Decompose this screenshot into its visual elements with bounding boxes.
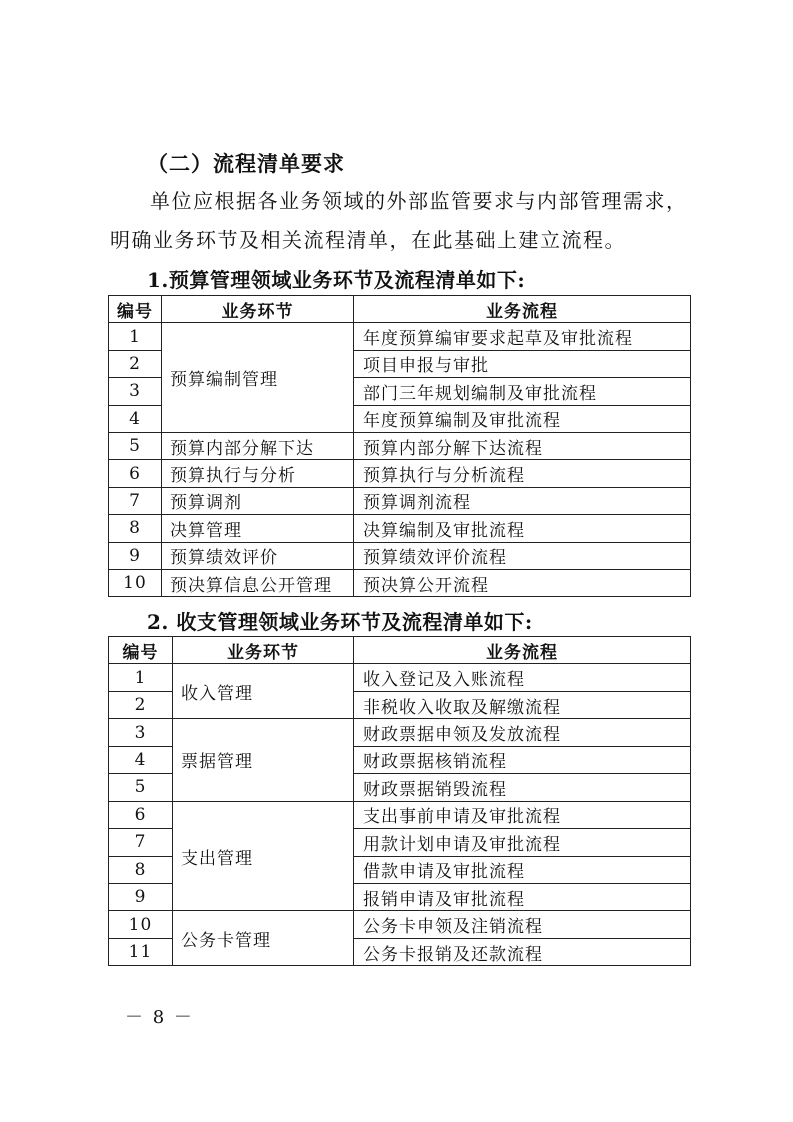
budget-process-table	[108, 295, 691, 597]
header-process: 业务流程	[354, 296, 691, 323]
header-stage: 业务环节	[173, 637, 354, 664]
business-process-cell: 报销申请及审批流程	[354, 883, 691, 910]
table-row	[109, 515, 691, 542]
business-stage-cell: 票据管理	[173, 719, 354, 801]
row-number: 5	[109, 432, 162, 459]
header-no: 编号	[109, 637, 173, 664]
row-number: 4	[109, 405, 162, 432]
business-process-cell: 财政票据核销流程	[354, 746, 691, 773]
business-stage-cell: 预算绩效评价	[162, 542, 354, 569]
table-row	[109, 801, 691, 828]
row-number: 2	[109, 350, 162, 377]
table-row	[109, 460, 691, 487]
intro-paragraph	[110, 182, 690, 260]
row-number: 8	[109, 856, 173, 883]
table-row	[109, 542, 691, 569]
business-process-cell: 预算内部分解下达流程	[354, 432, 691, 459]
row-number: 7	[109, 829, 173, 856]
table-row	[109, 323, 691, 350]
header-process: 业务流程	[354, 637, 691, 664]
table-row	[109, 569, 691, 596]
business-stage-cell: 预算调剂	[162, 487, 354, 514]
business-process-cell: 项目申报与审批	[354, 350, 691, 377]
table-header-row	[109, 637, 691, 664]
table-row	[109, 487, 691, 514]
business-stage-cell: 预算执行与分析	[162, 460, 354, 487]
table-row	[109, 719, 691, 746]
business-stage-cell: 公务卡管理	[173, 911, 354, 966]
business-process-cell: 预算调剂流程	[354, 487, 691, 514]
row-number: 7	[109, 487, 162, 514]
business-process-cell: 收入登记及入账流程	[354, 664, 691, 691]
business-stage-cell: 决算管理	[162, 515, 354, 542]
business-stage-cell: 收入管理	[173, 664, 354, 719]
business-process-cell: 借款申请及审批流程	[354, 856, 691, 883]
row-number: 10	[109, 569, 162, 596]
table1-heading: 1.预算管理领域业务环节及流程清单如下:	[147, 268, 526, 292]
row-number: 6	[109, 801, 173, 828]
row-number: 11	[109, 938, 173, 965]
table2-heading: 2. 收支管理领域业务环节及流程清单如下:	[147, 610, 533, 634]
table-row	[109, 432, 691, 459]
business-process-cell: 支出事前申请及审批流程	[354, 801, 691, 828]
table-row	[109, 664, 691, 691]
page-number: － 8 －	[125, 1007, 194, 1028]
business-process-cell: 年度预算编审要求起草及审批流程	[354, 323, 691, 350]
intro-text: 单位应根据各业务领域的外部监管要求与内部管理需求，明确业务环节及相关流程清单，在此基础上建立流程。	[110, 189, 688, 252]
business-process-cell: 部门三年规划编制及审批流程	[354, 378, 691, 405]
business-process-cell: 决算编制及审批流程	[354, 515, 691, 542]
business-process-cell: 预决算公开流程	[354, 569, 691, 596]
row-number: 3	[109, 719, 173, 746]
business-process-cell: 公务卡报销及还款流程	[354, 938, 691, 965]
table-header-row	[109, 296, 691, 323]
row-number: 3	[109, 378, 162, 405]
business-process-cell: 预算绩效评价流程	[354, 542, 691, 569]
row-number: 5	[109, 774, 173, 801]
row-number: 9	[109, 883, 173, 910]
row-number: 10	[109, 911, 173, 938]
header-stage: 业务环节	[162, 296, 354, 323]
revenue-expense-process-table	[108, 636, 691, 966]
business-process-cell: 非税收入收取及解缴流程	[354, 691, 691, 718]
row-number: 8	[109, 515, 162, 542]
business-process-cell: 财政票据销毁流程	[354, 774, 691, 801]
business-stage-cell: 预算内部分解下达	[162, 432, 354, 459]
business-process-cell: 预算执行与分析流程	[354, 460, 691, 487]
business-stage-cell: 预决算信息公开管理	[162, 569, 354, 596]
business-stage-cell: 支出管理	[173, 801, 354, 911]
row-number: 6	[109, 460, 162, 487]
business-process-cell: 年度预算编制及审批流程	[354, 405, 691, 432]
business-process-cell: 用款计划申请及审批流程	[354, 829, 691, 856]
row-number: 1	[109, 664, 173, 691]
header-no: 编号	[109, 296, 162, 323]
business-process-cell: 公务卡申领及注销流程	[354, 911, 691, 938]
business-stage-cell: 预算编制管理	[162, 323, 354, 433]
row-number: 9	[109, 542, 162, 569]
row-number: 4	[109, 746, 173, 773]
business-process-cell: 财政票据申领及发放流程	[354, 719, 691, 746]
section-heading: （二）流程清单要求	[147, 151, 345, 176]
table-row	[109, 911, 691, 938]
row-number: 2	[109, 691, 173, 718]
row-number: 1	[109, 323, 162, 350]
